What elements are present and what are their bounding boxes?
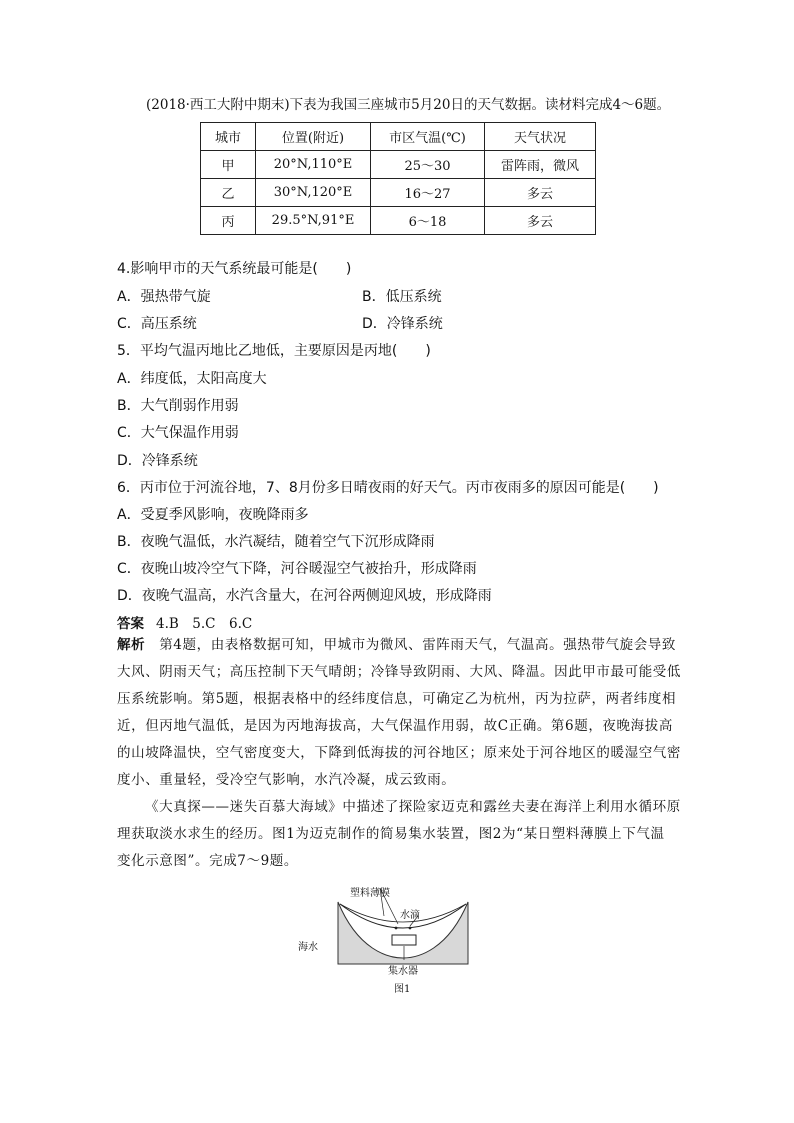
table-row bbox=[201, 179, 596, 207]
figure-1 bbox=[298, 880, 488, 995]
table-cell: 6～18 bbox=[371, 207, 485, 235]
question-5-option-d: D．冷锋系统 bbox=[117, 453, 198, 469]
weather-table bbox=[200, 122, 596, 235]
question-6-option-b: B．夜晚气温低，水汽凝结，随着空气下沉形成降雨 bbox=[117, 534, 435, 550]
analysis-line: 的山坡降温快，空气密度变大，下降到低海拔的河谷地区；原来处于河谷地区的暖湿空气密 bbox=[117, 745, 681, 761]
question-5-option-a: A．纬度低，太阳高度大 bbox=[117, 371, 267, 387]
question-5-option-c: C．大气保温作用弱 bbox=[117, 425, 239, 441]
table-header: 天气状况 bbox=[485, 123, 596, 151]
table-header-row bbox=[201, 123, 596, 151]
question-4-option-d: D．冷锋系统 bbox=[362, 316, 443, 332]
table-cell: 丙 bbox=[201, 207, 256, 235]
passage-line: 《大真探——迷失百慕大海域》中描述了探险家迈克和露丝夫妻在海洋上利用水循环原 bbox=[145, 799, 681, 815]
answer-line bbox=[117, 615, 252, 633]
passage-block bbox=[117, 794, 687, 875]
passage-line: 理获取淡水求生的经历。图1为迈克制作的简易集水装置，图2为“某日塑料薄膜上下气温 bbox=[117, 826, 665, 842]
water-collector-diagram bbox=[318, 880, 488, 995]
answer-label: 答案 bbox=[117, 616, 144, 632]
question-4-option-a: A．强热带气旋 bbox=[117, 289, 211, 305]
analysis-line: 压系统影响。第5题，根据表格中的经纬度信息，可确定乙为杭州，丙为拉萨，两者纬度相 bbox=[117, 691, 677, 707]
film-label: 塑料薄膜 bbox=[350, 888, 390, 899]
table-header: 市区气温(℃) bbox=[371, 123, 485, 151]
collector-box bbox=[392, 935, 416, 945]
water-drop-icon bbox=[395, 927, 398, 930]
table-row bbox=[201, 207, 596, 235]
water-drop-icon bbox=[409, 927, 412, 930]
analysis-label: 解析 bbox=[117, 637, 146, 653]
table-cell: 多云 bbox=[485, 207, 596, 235]
question-5-stem: 5．平均气温丙地比乙地低，主要原因是丙地( ) bbox=[117, 343, 431, 359]
intro-text: (2018·西工大附中期末)下表为我国三座城市5月20日的天气数据。读材料完成4～6题。 bbox=[146, 97, 671, 113]
table-cell: 多云 bbox=[485, 179, 596, 207]
drop-label: 水滴 bbox=[400, 910, 420, 921]
table-cell: 乙 bbox=[201, 179, 256, 207]
table-header: 城市 bbox=[201, 123, 256, 151]
question-4-option-c: C．高压系统 bbox=[117, 316, 197, 332]
question-4-stem: 4.影响甲市的天气系统最可能是( ) bbox=[117, 261, 352, 277]
table-cell: 30°N,120°E bbox=[256, 179, 371, 207]
table-header: 位置(附近) bbox=[256, 123, 371, 151]
question-4-option-b: B．低压系统 bbox=[362, 289, 442, 305]
analysis-line: 度小、重量轻，受冷空气影响，水汽冷凝，成云致雨。 bbox=[117, 772, 456, 788]
analysis-line: 近，但丙地气温低，是因为丙地海拔高，大气保温作用弱，故C正确。第6题，夜晚海拔高 bbox=[117, 718, 673, 734]
passage-line: 变化示意图”。完成7～9题。 bbox=[117, 853, 298, 869]
question-6-option-a: A．受夏季风影响，夜晚降雨多 bbox=[117, 507, 309, 523]
sea-label: 海水 bbox=[298, 942, 318, 953]
question-6-option-d: D．夜晚气温高，水汽含量大，在河谷两侧迎风坡，形成降雨 bbox=[117, 588, 492, 604]
answer-text: 4.B 5.C 6.C bbox=[156, 616, 253, 632]
question-6-stem: 6．丙市位于河流谷地，7、8月份多日晴夜雨的好天气。丙市夜雨多的原因可能是( ) bbox=[117, 480, 659, 496]
table-cell: 雷阵雨，微风 bbox=[485, 151, 596, 179]
table-cell: 25～30 bbox=[371, 151, 485, 179]
analysis-block bbox=[117, 632, 687, 794]
analysis-line: 大风、阴雨天气；高压控制下天气晴朗；冷锋导致阴雨、大风、降温。因此甲市最可能受低 bbox=[117, 664, 681, 680]
table-cell: 29.5°N,91°E bbox=[256, 207, 371, 235]
table-cell: 16～27 bbox=[371, 179, 485, 207]
analysis-line: 第4题，由表格数据可知，甲城市为微风、雷阵雨天气，气温高。强热带气旋会导致 bbox=[159, 637, 676, 653]
table-cell: 20°N,110°E bbox=[256, 151, 371, 179]
collector-label: 集水器 bbox=[388, 966, 418, 977]
figure-caption: 图1 bbox=[394, 984, 411, 995]
table-row bbox=[201, 151, 596, 179]
question-6-option-c: C．夜晚山坡冷空气下降，河谷暖湿空气被抬升，形成降雨 bbox=[117, 561, 477, 577]
question-5-option-b: B．大气削弱作用弱 bbox=[117, 398, 239, 414]
table-cell: 甲 bbox=[201, 151, 256, 179]
